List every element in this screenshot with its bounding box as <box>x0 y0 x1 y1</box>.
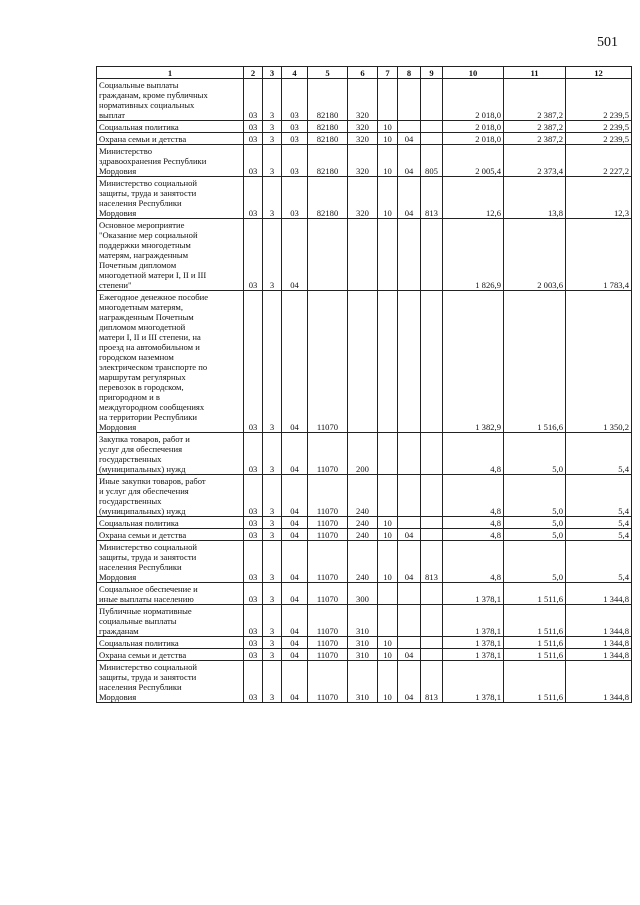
code-cell: 240 <box>348 529 378 541</box>
amount-cell: 1 511,6 <box>504 605 566 637</box>
amount-cell: 5,4 <box>566 433 632 475</box>
code-cell: 3 <box>263 605 282 637</box>
code-cell: 03 <box>282 177 308 219</box>
code-cell: 3 <box>263 145 282 177</box>
table-row <box>97 219 632 291</box>
code-cell <box>421 133 443 145</box>
amount-cell: 4,8 <box>443 433 504 475</box>
code-cell: 11070 <box>308 649 348 661</box>
table-row <box>97 433 632 475</box>
row-label: Социальная политика <box>97 637 244 649</box>
code-cell: 04 <box>282 517 308 529</box>
code-cell: 3 <box>263 291 282 433</box>
amount-cell: 1 826,9 <box>443 219 504 291</box>
amount-cell: 1 350,2 <box>566 291 632 433</box>
code-cell: 04 <box>282 541 308 583</box>
code-cell <box>308 219 348 291</box>
column-header-9: 9 <box>421 67 443 79</box>
code-cell: 04 <box>282 605 308 637</box>
row-label: Социальная политика <box>97 121 244 133</box>
code-cell <box>378 475 398 517</box>
amount-cell: 5,4 <box>566 541 632 583</box>
code-cell <box>421 79 443 121</box>
code-cell: 04 <box>282 649 308 661</box>
code-cell: 10 <box>378 133 398 145</box>
amount-cell: 2 003,6 <box>504 219 566 291</box>
amount-cell: 1 378,1 <box>443 637 504 649</box>
code-cell: 11070 <box>308 541 348 583</box>
code-cell <box>421 529 443 541</box>
amount-cell: 5,0 <box>504 529 566 541</box>
code-cell: 310 <box>348 649 378 661</box>
code-cell: 04 <box>282 637 308 649</box>
table-row <box>97 517 632 529</box>
code-cell <box>421 637 443 649</box>
code-cell <box>348 291 378 433</box>
code-cell: 04 <box>282 291 308 433</box>
row-label: Охрана семьи и детства <box>97 649 244 661</box>
code-cell: 3 <box>263 475 282 517</box>
code-cell <box>421 121 443 133</box>
code-cell: 03 <box>244 529 263 541</box>
code-cell: 04 <box>398 661 421 703</box>
code-cell <box>398 583 421 605</box>
row-label: Охрана семьи и детства <box>97 133 244 145</box>
code-cell: 03 <box>282 121 308 133</box>
code-cell: 03 <box>244 517 263 529</box>
column-header-5: 5 <box>308 67 348 79</box>
amount-cell: 1 344,8 <box>566 637 632 649</box>
row-label: Закупка товаров, работ и услуг для обеспечения государственных (муниципальных) нужд <box>97 433 244 475</box>
code-cell: 3 <box>263 177 282 219</box>
amount-cell: 1 378,1 <box>443 583 504 605</box>
code-cell: 03 <box>244 219 263 291</box>
code-cell: 3 <box>263 529 282 541</box>
amount-cell: 4,8 <box>443 517 504 529</box>
code-cell: 04 <box>398 133 421 145</box>
amount-cell: 2 239,5 <box>566 121 632 133</box>
amount-cell: 1 378,1 <box>443 605 504 637</box>
row-label: Социальная политика <box>97 517 244 529</box>
code-cell: 310 <box>348 661 378 703</box>
code-cell: 04 <box>398 541 421 583</box>
code-cell: 3 <box>263 121 282 133</box>
table-row <box>97 121 632 133</box>
amount-cell: 5,4 <box>566 475 632 517</box>
code-cell: 03 <box>282 133 308 145</box>
column-header-10: 10 <box>443 67 504 79</box>
code-cell <box>398 517 421 529</box>
amount-cell: 2 018,0 <box>443 133 504 145</box>
code-cell: 11070 <box>308 661 348 703</box>
code-cell: 03 <box>244 433 263 475</box>
code-cell <box>398 79 421 121</box>
code-cell: 10 <box>378 121 398 133</box>
column-header-3: 3 <box>263 67 282 79</box>
code-cell: 03 <box>244 475 263 517</box>
table-row <box>97 145 632 177</box>
code-cell: 320 <box>348 121 378 133</box>
row-label: Министерство социальной защиты, труда и занятости населения Республики Мордовия <box>97 541 244 583</box>
amount-cell: 5,4 <box>566 517 632 529</box>
row-label: Министерство социальной защиты, труда и занятости населения Республики Мордовия <box>97 661 244 703</box>
amount-cell: 2 387,2 <box>504 121 566 133</box>
code-cell <box>398 637 421 649</box>
amount-cell: 1 511,6 <box>504 583 566 605</box>
code-cell: 03 <box>244 583 263 605</box>
code-cell: 3 <box>263 637 282 649</box>
table-header-row <box>97 67 632 79</box>
code-cell: 04 <box>282 583 308 605</box>
code-cell: 11070 <box>308 291 348 433</box>
code-cell <box>421 291 443 433</box>
code-cell <box>378 79 398 121</box>
amount-cell: 2 239,5 <box>566 133 632 145</box>
amount-cell: 1 378,1 <box>443 649 504 661</box>
code-cell: 3 <box>263 649 282 661</box>
table-row <box>97 133 632 145</box>
code-cell <box>421 219 443 291</box>
amount-cell: 12,6 <box>443 177 504 219</box>
code-cell: 3 <box>263 541 282 583</box>
code-cell: 3 <box>263 133 282 145</box>
code-cell: 310 <box>348 637 378 649</box>
amount-cell: 1 516,6 <box>504 291 566 433</box>
amount-cell: 1 783,4 <box>566 219 632 291</box>
code-cell: 310 <box>348 605 378 637</box>
code-cell: 3 <box>263 661 282 703</box>
code-cell: 11070 <box>308 475 348 517</box>
code-cell <box>378 291 398 433</box>
code-cell: 03 <box>244 133 263 145</box>
amount-cell: 5,0 <box>504 475 566 517</box>
amount-cell: 5,0 <box>504 541 566 583</box>
code-cell: 82180 <box>308 177 348 219</box>
code-cell <box>378 219 398 291</box>
code-cell <box>398 219 421 291</box>
column-header-8: 8 <box>398 67 421 79</box>
code-cell <box>421 475 443 517</box>
page-number: 501 <box>597 35 618 50</box>
code-cell: 03 <box>282 145 308 177</box>
code-cell <box>421 433 443 475</box>
code-cell: 03 <box>244 79 263 121</box>
table-row <box>97 475 632 517</box>
amount-cell: 1 511,6 <box>504 661 566 703</box>
amount-cell: 4,8 <box>443 475 504 517</box>
code-cell: 03 <box>244 121 263 133</box>
amount-cell: 4,8 <box>443 529 504 541</box>
column-header-4: 4 <box>282 67 308 79</box>
amount-cell: 2 227,2 <box>566 145 632 177</box>
code-cell: 04 <box>282 475 308 517</box>
code-cell <box>378 583 398 605</box>
table-row <box>97 605 632 637</box>
amount-cell: 2 239,5 <box>566 79 632 121</box>
code-cell: 320 <box>348 79 378 121</box>
column-header-2: 2 <box>244 67 263 79</box>
amount-cell: 2 373,4 <box>504 145 566 177</box>
code-cell: 03 <box>282 79 308 121</box>
amount-cell: 1 382,9 <box>443 291 504 433</box>
code-cell: 813 <box>421 541 443 583</box>
code-cell: 04 <box>398 145 421 177</box>
amount-cell: 2 018,0 <box>443 79 504 121</box>
amount-cell: 4,8 <box>443 541 504 583</box>
amount-cell: 1 344,8 <box>566 649 632 661</box>
code-cell: 813 <box>421 661 443 703</box>
code-cell: 03 <box>244 661 263 703</box>
code-cell <box>348 219 378 291</box>
amount-cell: 13,8 <box>504 177 566 219</box>
code-cell <box>421 517 443 529</box>
code-cell: 10 <box>378 661 398 703</box>
code-cell: 320 <box>348 145 378 177</box>
table-row <box>97 529 632 541</box>
table-row <box>97 661 632 703</box>
code-cell: 10 <box>378 145 398 177</box>
code-cell: 82180 <box>308 121 348 133</box>
code-cell <box>398 433 421 475</box>
code-cell <box>398 475 421 517</box>
code-cell <box>378 433 398 475</box>
code-cell: 240 <box>348 517 378 529</box>
code-cell: 04 <box>398 529 421 541</box>
amount-cell: 5,4 <box>566 529 632 541</box>
amount-cell: 1 511,6 <box>504 637 566 649</box>
code-cell: 300 <box>348 583 378 605</box>
code-cell: 11070 <box>308 529 348 541</box>
code-cell: 10 <box>378 541 398 583</box>
row-label: Министерство социальной защиты, труда и занятости населения Республики Мордовия <box>97 177 244 219</box>
amount-cell: 1 344,8 <box>566 605 632 637</box>
column-header-6: 6 <box>348 67 378 79</box>
column-header-12: 12 <box>566 67 632 79</box>
amount-cell: 1 511,6 <box>504 649 566 661</box>
amount-cell: 2 387,2 <box>504 133 566 145</box>
code-cell: 82180 <box>308 79 348 121</box>
code-cell: 3 <box>263 433 282 475</box>
code-cell <box>398 291 421 433</box>
amount-cell: 12,3 <box>566 177 632 219</box>
row-label: Министерство здравоохранения Республики Мордовия <box>97 145 244 177</box>
code-cell: 240 <box>348 541 378 583</box>
code-cell: 10 <box>378 637 398 649</box>
amount-cell: 1 344,8 <box>566 661 632 703</box>
row-label: Социальные выплаты гражданам, кроме публичных нормативных социальных выплат <box>97 79 244 121</box>
code-cell: 11070 <box>308 637 348 649</box>
code-cell: 3 <box>263 79 282 121</box>
budget-table <box>96 66 632 703</box>
code-cell: 03 <box>244 649 263 661</box>
code-cell: 10 <box>378 529 398 541</box>
row-label: Иные закупки товаров, работ и услуг для обеспечения государственных (муниципальных) нужд <box>97 475 244 517</box>
code-cell: 03 <box>244 605 263 637</box>
code-cell <box>398 121 421 133</box>
code-cell: 04 <box>398 177 421 219</box>
column-header-7: 7 <box>378 67 398 79</box>
amount-cell: 1 378,1 <box>443 661 504 703</box>
column-header-11: 11 <box>504 67 566 79</box>
code-cell <box>421 605 443 637</box>
column-header-1: 1 <box>97 67 244 79</box>
code-cell: 03 <box>244 177 263 219</box>
table-row <box>97 649 632 661</box>
code-cell: 03 <box>244 291 263 433</box>
code-cell: 320 <box>348 177 378 219</box>
amount-cell: 2 018,0 <box>443 121 504 133</box>
table-row <box>97 541 632 583</box>
table-row <box>97 637 632 649</box>
code-cell: 04 <box>398 649 421 661</box>
code-cell: 03 <box>244 637 263 649</box>
code-cell: 3 <box>263 219 282 291</box>
code-cell: 82180 <box>308 133 348 145</box>
code-cell <box>421 583 443 605</box>
code-cell: 320 <box>348 133 378 145</box>
code-cell: 04 <box>282 219 308 291</box>
code-cell: 200 <box>348 433 378 475</box>
code-cell: 04 <box>282 529 308 541</box>
row-label: Основное мероприятие "Оказание мер социальной поддержки многодетным матерям, награжденным Почетным дипломом многодетной матери I, II и III степени" <box>97 219 244 291</box>
code-cell: 11070 <box>308 433 348 475</box>
amount-cell: 5,0 <box>504 433 566 475</box>
code-cell: 805 <box>421 145 443 177</box>
code-cell <box>398 605 421 637</box>
code-cell: 04 <box>282 661 308 703</box>
code-cell: 11070 <box>308 583 348 605</box>
code-cell: 3 <box>263 583 282 605</box>
row-label: Ежегодное денежное пособие многодетным матерям, награжденным Почетным дипломом многодетной матери I, II и III степени, на проезд на автомобильном и городском наземном электрическом транспорте по маршрутам регулярных перевозок в городском, пригородном и в междугородном сообщениях на территории Республики Мордовия <box>97 291 244 433</box>
code-cell: 813 <box>421 177 443 219</box>
code-cell: 03 <box>244 541 263 583</box>
row-label: Публичные нормативные социальные выплаты гражданам <box>97 605 244 637</box>
code-cell <box>421 649 443 661</box>
code-cell: 3 <box>263 517 282 529</box>
code-cell: 82180 <box>308 145 348 177</box>
code-cell: 10 <box>378 649 398 661</box>
table-row <box>97 583 632 605</box>
amount-cell: 2 005,4 <box>443 145 504 177</box>
row-label: Социальное обеспечение и иные выплаты населению <box>97 583 244 605</box>
code-cell: 240 <box>348 475 378 517</box>
amount-cell: 2 387,2 <box>504 79 566 121</box>
code-cell: 11070 <box>308 517 348 529</box>
code-cell: 11070 <box>308 605 348 637</box>
table-row <box>97 291 632 433</box>
code-cell: 03 <box>244 145 263 177</box>
code-cell: 10 <box>378 517 398 529</box>
code-cell <box>378 605 398 637</box>
code-cell: 10 <box>378 177 398 219</box>
amount-cell: 1 344,8 <box>566 583 632 605</box>
row-label: Охрана семьи и детства <box>97 529 244 541</box>
table-row <box>97 177 632 219</box>
amount-cell: 5,0 <box>504 517 566 529</box>
code-cell: 04 <box>282 433 308 475</box>
table-row <box>97 79 632 121</box>
